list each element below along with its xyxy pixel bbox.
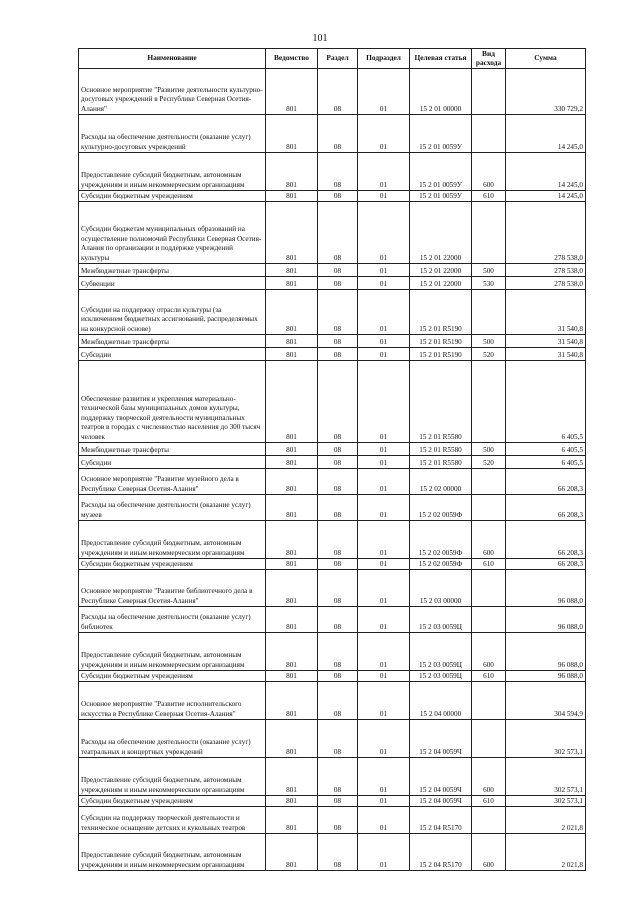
- row-section: 08: [318, 443, 358, 456]
- row-name: Субсидии: [79, 456, 266, 469]
- row-amount: 96 088,0: [506, 671, 586, 682]
- row-section: 08: [318, 495, 358, 521]
- row-type: [472, 115, 506, 153]
- row-dept: 801: [266, 495, 318, 521]
- row-name: Расходы на обеспечение деятельности (оказание услуг) музеев: [79, 495, 266, 521]
- row-section: 08: [318, 834, 358, 871]
- row-amount: 96 088,0: [506, 570, 586, 607]
- row-amount: 2 021,8: [506, 834, 586, 871]
- row-subsection: 01: [358, 202, 410, 264]
- row-dept: 801: [266, 335, 318, 348]
- row-dept: 801: [266, 682, 318, 720]
- row-type: 530: [472, 277, 506, 290]
- table-row: [79, 807, 586, 834]
- table-row: [79, 115, 586, 153]
- row-subsection: 01: [358, 115, 410, 153]
- row-type: 500: [472, 264, 506, 277]
- row-amount: 14 245,0: [506, 191, 586, 202]
- row-section: 08: [318, 153, 358, 191]
- row-amount: 278 538,0: [506, 264, 586, 277]
- row-target: 15 2 01 00000: [410, 69, 472, 115]
- row-type: 600: [472, 834, 506, 871]
- row-amount: 66 208,3: [506, 559, 586, 570]
- row-dept: 801: [266, 202, 318, 264]
- row-type: 600: [472, 521, 506, 559]
- page-number: 101: [312, 33, 328, 44]
- row-amount: 14 245,0: [506, 153, 586, 191]
- row-subsection: 01: [358, 607, 410, 633]
- row-section: 08: [318, 720, 358, 758]
- row-subsection: 01: [358, 720, 410, 758]
- row-target: 15 2 01 22000: [410, 264, 472, 277]
- table-row: [79, 335, 586, 348]
- row-dept: 801: [266, 361, 318, 443]
- row-target: 15 2 01 R5580: [410, 456, 472, 469]
- table-row: [79, 570, 586, 607]
- row-section: 08: [318, 191, 358, 202]
- row-subsection: 01: [358, 758, 410, 796]
- row-subsection: 01: [358, 570, 410, 607]
- row-subsection: 01: [358, 443, 410, 456]
- row-name: Предоставление субсидий бюджетным, автономным учреждениям и иным некоммерческим организациям: [79, 834, 266, 871]
- row-target: 15 2 01 0059У: [410, 191, 472, 202]
- header-subsection: Подраздел: [358, 49, 410, 69]
- table-row: [79, 361, 586, 443]
- row-target: 15 2 01 0059У: [410, 115, 472, 153]
- row-type: 600: [472, 633, 506, 671]
- row-subsection: 01: [358, 456, 410, 469]
- row-type: [472, 807, 506, 834]
- table-row: [79, 720, 586, 758]
- row-section: 08: [318, 633, 358, 671]
- row-name: Субсидии бюджетам муниципальных образований на осуществление полномочий Республики Северная Осетия-Алания по организации и поддержке учреждений культуры: [79, 202, 266, 264]
- row-subsection: 01: [358, 807, 410, 834]
- row-amount: 330 729,2: [506, 69, 586, 115]
- row-dept: 801: [266, 264, 318, 277]
- row-section: 08: [318, 521, 358, 559]
- row-amount: 66 208,3: [506, 521, 586, 559]
- row-dept: 801: [266, 290, 318, 335]
- row-dept: 801: [266, 796, 318, 807]
- row-target: 15 2 03 0059Ц: [410, 671, 472, 682]
- table-row: [79, 69, 586, 115]
- table-row: [79, 671, 586, 682]
- row-name: Предоставление субсидий бюджетным, автономным учреждениям и иным некоммерческим организациям: [79, 521, 266, 559]
- table-row: [79, 758, 586, 796]
- row-subsection: 01: [358, 277, 410, 290]
- row-type: 600: [472, 758, 506, 796]
- row-dept: 801: [266, 456, 318, 469]
- header-type: Вид расхода: [472, 49, 506, 69]
- row-name: Субсидии бюджетным учреждениям: [79, 671, 266, 682]
- row-type: [472, 570, 506, 607]
- row-subsection: 01: [358, 69, 410, 115]
- table-row: [79, 682, 586, 720]
- row-amount: 66 208,3: [506, 495, 586, 521]
- row-dept: 801: [266, 671, 318, 682]
- row-amount: 31 540,8: [506, 348, 586, 361]
- table-row: [79, 153, 586, 191]
- row-dept: 801: [266, 443, 318, 456]
- table-row: [79, 348, 586, 361]
- row-dept: 801: [266, 469, 318, 495]
- row-type: [472, 682, 506, 720]
- row-section: 08: [318, 807, 358, 834]
- row-dept: 801: [266, 348, 318, 361]
- row-target: 15 2 03 00000: [410, 570, 472, 607]
- row-section: 08: [318, 290, 358, 335]
- row-dept: 801: [266, 153, 318, 191]
- row-amount: 31 540,8: [506, 335, 586, 348]
- row-dept: 801: [266, 69, 318, 115]
- table-row: [79, 443, 586, 456]
- row-type: 500: [472, 335, 506, 348]
- row-type: 610: [472, 796, 506, 807]
- row-target: 15 2 04 0059Ч: [410, 720, 472, 758]
- row-dept: 801: [266, 758, 318, 796]
- row-amount: 278 538,0: [506, 277, 586, 290]
- row-name: Основное мероприятие "Развитие библиотечного дела в Республике Северная Осетия-Алания": [79, 570, 266, 607]
- row-dept: 801: [266, 521, 318, 559]
- row-dept: 801: [266, 633, 318, 671]
- row-dept: 801: [266, 559, 318, 570]
- row-subsection: 01: [358, 633, 410, 671]
- row-name: Обеспечение развития и укрепления материально-технической базы муниципальных домов культуры, поддержку творческой деятельности муниципальных театров в городах с численностью населения до 300 тысяч человек: [79, 361, 266, 443]
- row-type: [472, 202, 506, 264]
- row-subsection: 01: [358, 671, 410, 682]
- table-row: [79, 469, 586, 495]
- table-row: [79, 277, 586, 290]
- row-type: [472, 495, 506, 521]
- row-section: 08: [318, 202, 358, 264]
- row-name: Основное мероприятие "Развитие музейного дела в Республике Северная Осетия-Алания": [79, 469, 266, 495]
- row-target: 15 2 03 0059Ц: [410, 633, 472, 671]
- row-target: 15 2 01 22000: [410, 202, 472, 264]
- row-type: [472, 607, 506, 633]
- row-target: 15 2 01 R5190: [410, 335, 472, 348]
- row-subsection: 01: [358, 361, 410, 443]
- row-subsection: 01: [358, 191, 410, 202]
- row-target: 15 2 04 00000: [410, 682, 472, 720]
- row-name: Межбюджетные трансферты: [79, 335, 266, 348]
- row-dept: 801: [266, 807, 318, 834]
- table-row: [79, 191, 586, 202]
- header-dept: Ведомство: [266, 49, 318, 69]
- row-type: [472, 469, 506, 495]
- row-amount: 96 088,0: [506, 607, 586, 633]
- row-name: Субсидии бюджетным учреждениям: [79, 796, 266, 807]
- row-section: 08: [318, 796, 358, 807]
- row-section: 08: [318, 456, 358, 469]
- row-section: 08: [318, 570, 358, 607]
- row-name: Расходы на обеспечение деятельности (оказание услуг) библиотек: [79, 607, 266, 633]
- row-section: 08: [318, 758, 358, 796]
- row-amount: 2 021,8: [506, 807, 586, 834]
- row-section: 08: [318, 682, 358, 720]
- row-dept: 801: [266, 277, 318, 290]
- row-subsection: 01: [358, 495, 410, 521]
- row-amount: 302 573,1: [506, 720, 586, 758]
- table-row: [79, 264, 586, 277]
- row-section: 08: [318, 264, 358, 277]
- row-name: Субсидии бюджетным учреждениям: [79, 191, 266, 202]
- row-amount: 66 208,3: [506, 469, 586, 495]
- row-amount: 302 573,1: [506, 796, 586, 807]
- row-dept: 801: [266, 115, 318, 153]
- row-target: 15 2 02 0059Ф: [410, 495, 472, 521]
- row-type: 610: [472, 191, 506, 202]
- row-subsection: 01: [358, 834, 410, 871]
- row-target: 15 2 04 0059Ч: [410, 796, 472, 807]
- row-section: 08: [318, 115, 358, 153]
- row-name: Предоставление субсидий бюджетным, автономным учреждениям и иным некоммерческим организациям: [79, 633, 266, 671]
- row-section: 08: [318, 348, 358, 361]
- row-type: 610: [472, 559, 506, 570]
- row-target: 15 2 02 0059Ф: [410, 521, 472, 559]
- row-name: Субсидии бюджетным учреждениям: [79, 559, 266, 570]
- row-type: [472, 361, 506, 443]
- table-row: [79, 290, 586, 335]
- row-amount: 96 088,0: [506, 633, 586, 671]
- table-row: [79, 834, 586, 871]
- row-amount: 14 245,0: [506, 115, 586, 153]
- row-type: [472, 290, 506, 335]
- row-subsection: 01: [358, 335, 410, 348]
- row-amount: 304 594,9: [506, 682, 586, 720]
- row-dept: 801: [266, 720, 318, 758]
- table-row: [79, 796, 586, 807]
- row-amount: 6 405,5: [506, 456, 586, 469]
- row-subsection: 01: [358, 348, 410, 361]
- row-dept: 801: [266, 570, 318, 607]
- row-target: 15 2 01 22000: [410, 277, 472, 290]
- row-section: 08: [318, 671, 358, 682]
- row-amount: 31 540,8: [506, 290, 586, 335]
- table-row: [79, 521, 586, 559]
- row-type: 500: [472, 443, 506, 456]
- row-amount: 6 405,5: [506, 443, 586, 456]
- header-target: Целевая статья: [410, 49, 472, 69]
- row-name: Расходы на обеспечение деятельности (оказание услуг) театральных и концертных учреждений: [79, 720, 266, 758]
- row-type: 520: [472, 348, 506, 361]
- row-amount: 6 405,5: [506, 361, 586, 443]
- row-dept: 801: [266, 191, 318, 202]
- row-section: 08: [318, 607, 358, 633]
- row-target: 15 2 01 R5190: [410, 348, 472, 361]
- row-target: 15 2 02 00000: [410, 469, 472, 495]
- row-section: 08: [318, 469, 358, 495]
- row-type: 520: [472, 456, 506, 469]
- table-row: [79, 202, 586, 264]
- row-name: Субвенции: [79, 277, 266, 290]
- row-subsection: 01: [358, 264, 410, 277]
- row-target: 15 2 04 0059Ч: [410, 758, 472, 796]
- row-dept: 801: [266, 834, 318, 871]
- row-subsection: 01: [358, 290, 410, 335]
- row-name: Предоставление субсидий бюджетным, автономным учреждениям и иным некоммерческим организациям: [79, 758, 266, 796]
- row-target: 15 2 04 R5170: [410, 834, 472, 871]
- row-target: 15 2 01 R5580: [410, 361, 472, 443]
- row-target: 15 2 03 0059Ц: [410, 607, 472, 633]
- row-type: 610: [472, 671, 506, 682]
- table-row: [79, 633, 586, 671]
- row-name: Субсидии на поддержку творческой деятельности и техническое оснащение детских и кукольных театров: [79, 807, 266, 834]
- row-name: Предоставление субсидий бюджетным, автономным учреждениям и иным некоммерческим организациям: [79, 153, 266, 191]
- row-name: Субсидии на поддержку отрасли культуры (за исключением бюджетных ассигнований, распределяемых на конкурсной основе): [79, 290, 266, 335]
- row-section: 08: [318, 335, 358, 348]
- row-section: 08: [318, 361, 358, 443]
- row-amount: 302 573,1: [506, 758, 586, 796]
- row-target: 15 2 02 0059Ф: [410, 559, 472, 570]
- table-row: [79, 607, 586, 633]
- row-subsection: 01: [358, 469, 410, 495]
- row-subsection: 01: [358, 153, 410, 191]
- table-header-row: [79, 49, 586, 69]
- row-section: 08: [318, 277, 358, 290]
- row-amount: 278 538,0: [506, 202, 586, 264]
- row-type: 600: [472, 153, 506, 191]
- row-target: 15 2 01 R5190: [410, 290, 472, 335]
- table-row: [79, 456, 586, 469]
- row-type: [472, 69, 506, 115]
- row-dept: 801: [266, 607, 318, 633]
- row-type: [472, 720, 506, 758]
- header-name: Наименование: [79, 49, 266, 69]
- row-subsection: 01: [358, 682, 410, 720]
- row-name: Расходы на обеспечение деятельности (оказание услуг) культурно-досуговых учреждений: [79, 115, 266, 153]
- header-amount: Сумма: [506, 49, 586, 69]
- row-name: Основное мероприятие "Развитие исполнительского искусства в Республике Северная Осетия-Алания": [79, 682, 266, 720]
- table-row: [79, 559, 586, 570]
- row-target: 15 2 04 R5170: [410, 807, 472, 834]
- row-subsection: 01: [358, 559, 410, 570]
- row-name: Основное мероприятие "Развитие деятельности культурно-досуговых учреждений в Республике Северная Осетия-Алания": [79, 69, 266, 115]
- row-target: 15 2 01 0059У: [410, 153, 472, 191]
- row-name: Межбюджетные трансферты: [79, 443, 266, 456]
- row-section: 08: [318, 69, 358, 115]
- row-target: 15 2 01 R5580: [410, 443, 472, 456]
- row-name: Субсидии: [79, 348, 266, 361]
- row-subsection: 01: [358, 796, 410, 807]
- table-row: [79, 495, 586, 521]
- row-name: Межбюджетные трансферты: [79, 264, 266, 277]
- budget-table: [78, 48, 586, 871]
- row-section: 08: [318, 559, 358, 570]
- row-subsection: 01: [358, 521, 410, 559]
- header-section: Раздел: [318, 49, 358, 69]
